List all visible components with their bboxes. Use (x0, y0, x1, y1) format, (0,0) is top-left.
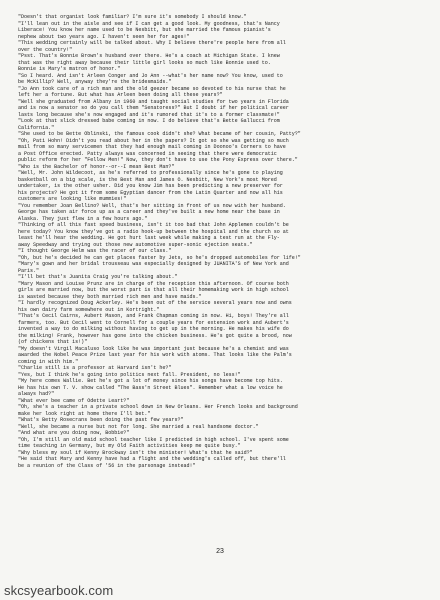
text-line: (of chickens that is!)" (18, 339, 88, 345)
text-line: "Well she graduated from Albany in 1960 and taught social studies for two years in Florida (18, 98, 289, 105)
text-line: "Oh, she's a teacher in a private school down in New Orleans. Her French looks and background (18, 404, 298, 410)
text-line: over the country!" (18, 46, 73, 53)
text-line: "I'll bet that's Juanita Craig you're talking about." (18, 274, 178, 280)
text-line: "Oh, I'm still an old maid school teacher like I predicted in high school. I've spent some (18, 436, 289, 443)
text-line: nephew about two years ago. I haven't seen her for ages!" (18, 33, 190, 40)
text-line: "Jo Ann took care of a rich man and the old geezer became so devoted to his nurse that he (18, 85, 286, 92)
text-line: "You remember Joan Bellino? Well, that's her sitting in front of us now with her husband. (18, 202, 286, 209)
text-line: "My here comes Wallie. Bet he's got a lot of money since his songs have become top hits. (18, 378, 283, 384)
text-line: "Thinking of all this fast speed business, isn't it too bad that John Applemen couldn't be (18, 222, 289, 228)
text-line: "Who is the Bachelor of honor--or--I mean Best Man?" (18, 163, 175, 170)
text-line: "Psst. That's Bonnie Brown's husband over there. He's a coach at Michigan State. I knew (18, 53, 280, 59)
page-number: 23 (216, 548, 224, 555)
text-line: "She used to be Bette Oblinski, the famous cook didn't she? What became of her cousin, Patty?" (18, 131, 301, 137)
text-line: "My doesn't Virgil Macaluso look like he was important just because he's a chemist and was (18, 345, 289, 352)
text-line: farmers, too. But Cecil went to Cornell for a couple years for extension work and Aubert's (18, 319, 289, 326)
text-line: "Look at that slick dressed babe coming in now. I do believe that's Bette Gallucci from (18, 118, 280, 124)
text-line: that was the right away because their little girl looks so much like Bonnie used to. (18, 59, 271, 66)
text-line: and is now a senator so do you call them "Senatoress?" But I doubt if her political career (18, 105, 289, 111)
text-line: "Why bless my soul if Kenny Brockway isn't the minister! What's that he said?" (18, 449, 253, 456)
text-line: his own dairy farm somewhere out in Kortright." (18, 306, 160, 313)
text-line: mail from so many servicemen that they had enough mail coming in Doonoo's Corners to have (18, 144, 286, 150)
text-line: least he'll hear the wedding. He got hurt last week while making a test run at the Fly- (18, 235, 280, 241)
text-line: "What's Betty Rosecrans been doing the past few years?" (18, 417, 184, 423)
text-line: "Oh, Pati Hohn! Didn't you read about her in the papers? It got so she was getting so much (18, 137, 289, 144)
text-line: "I'll lean out in the aisle and see if I can get a good look. My goodness, that's Nancy (18, 20, 280, 27)
text-line: always had?" (18, 391, 55, 397)
text-line: undertaker, is the other usher. Did you know Jim has been predicting a new preserver for (18, 183, 283, 189)
text-line: "He said that Mary and Kenny have had a flight and the wedding's called off, but there'll (18, 456, 286, 462)
text-line: "That's Cecil Cairns, Aubert Mason, and Frank Chapman coming in now. Hi, boys! They're all (18, 313, 289, 319)
page-body-text (18, 14, 422, 469)
text-line: Liberace! You know her name used to be Nesbitt, but she married the famous pianist's (18, 27, 271, 33)
site-watermark: skcsyearbook.com (4, 583, 114, 598)
text-line: "And what are you doing now, Bobbie?" (18, 430, 130, 436)
text-line: his projects? He got it from some Egyptian dancer from the Latin Quarter and now all his (18, 189, 283, 196)
text-line: "I thought George Helm was the racer of our class." (18, 248, 172, 254)
text-line: "Oh, but he's decided he can get places faster by Jets, so he's dropped automobiles for life!" (18, 254, 301, 261)
text-line: "This wedding certainly will be talked about. Why I believe there're people here from all (18, 40, 286, 46)
text-line: "Doesn't that organist look familiar? I'm sure it's somebody I should know." (18, 14, 247, 20)
text-line: customers are looking like mummies!" (18, 196, 127, 202)
text-line: make her look right at home there I'll bet." (18, 410, 151, 417)
text-line: Alaska. They just flew in a few hours ago." (18, 215, 148, 222)
text-line: "What ever bee came of Odette Leart?" (18, 397, 130, 404)
text-line: invented a way to do milking without having to get up in the morning. He makes his wife do (18, 326, 289, 332)
text-line: Paris." (18, 267, 40, 274)
text-line: "Yes, but I think he's going into politics next fall. President, no less!" (18, 371, 241, 378)
text-line: coming in with him." (18, 358, 79, 365)
text-line: "Well, Mr. John Wildecoot, as he's referred to professionally since he's gone to playing (18, 170, 283, 176)
text-line: basketball on a big scale, is the Best Man and James O. Nesbitt, New York's most Mored (18, 176, 277, 183)
text-line: "I hardly recognized Doug Ackerley. He's been out of the service several years now and owns (18, 300, 292, 306)
text-line: be a reunion of the Class of '56 in the parsonage instead!" (18, 462, 196, 469)
text-line: He has his own T. V. show called "The Bass'n Street Blues". Remember what a low voice he (18, 384, 283, 391)
text-line: "Well, she became a nurse but not for long. She married a real handsome doctor." (18, 423, 259, 430)
text-line: "Mary Mason and Louise Prunz are in charge of the reception this afternoon. Of course both (18, 280, 289, 287)
text-line: George has taken air force up as a career and they've built a new home near the base in (18, 209, 280, 215)
text-line: here today? You know they've got a radio hook-up between the hospital and the church so at (18, 228, 289, 235)
text-line: girls are married now, but the worst part is that all their homemaking work in high school (18, 287, 289, 293)
text-line: California." (18, 124, 55, 131)
text-line: awarded the Nobel Peace Prize last year for his work with atoms. That looks like the Palm's (18, 352, 292, 358)
text-line: "Mary's gown and her bridal trousseau was especially designed by JUANITA'S of New York and (18, 261, 289, 267)
text-line: public reform for her "Fellow Men!" Now, they don't have to use the Pony Express over there." (18, 157, 298, 163)
text-line: "So I heard. And isn't Arleen Conger and Jo Ann --what's her name now? You know, used to (18, 72, 283, 79)
text-line: be McKillip? Well, anyway they're the bridesmaids." (18, 79, 172, 85)
text-line: lasts long because she's now engaged and it's rumored that it's to a former classmate!" (18, 111, 280, 118)
text-line: away Speedway and trying out those new automotive super-sonic ejection seats." (18, 241, 253, 248)
text-line: left her a fortune. But what has Arleen been doing all these years?" (18, 92, 223, 98)
text-line: is wasted because they both married rich men and have maids." (18, 293, 202, 300)
text-line: "Charlie still is a professor at Harvard isn't he?" (18, 365, 172, 371)
text-line: a Post Office erected. Patty always was concerned in seeing that there were democratic (18, 150, 277, 157)
text-line: time teaching in Germany, but my Old Faith activities keep me quite busy." (18, 443, 241, 449)
text-line: Bonnie is Mary's matron of honor." (18, 66, 121, 72)
text-line: the milking! Frank, however has gone into the chicken business. He's got quite a brood, now (18, 332, 292, 339)
